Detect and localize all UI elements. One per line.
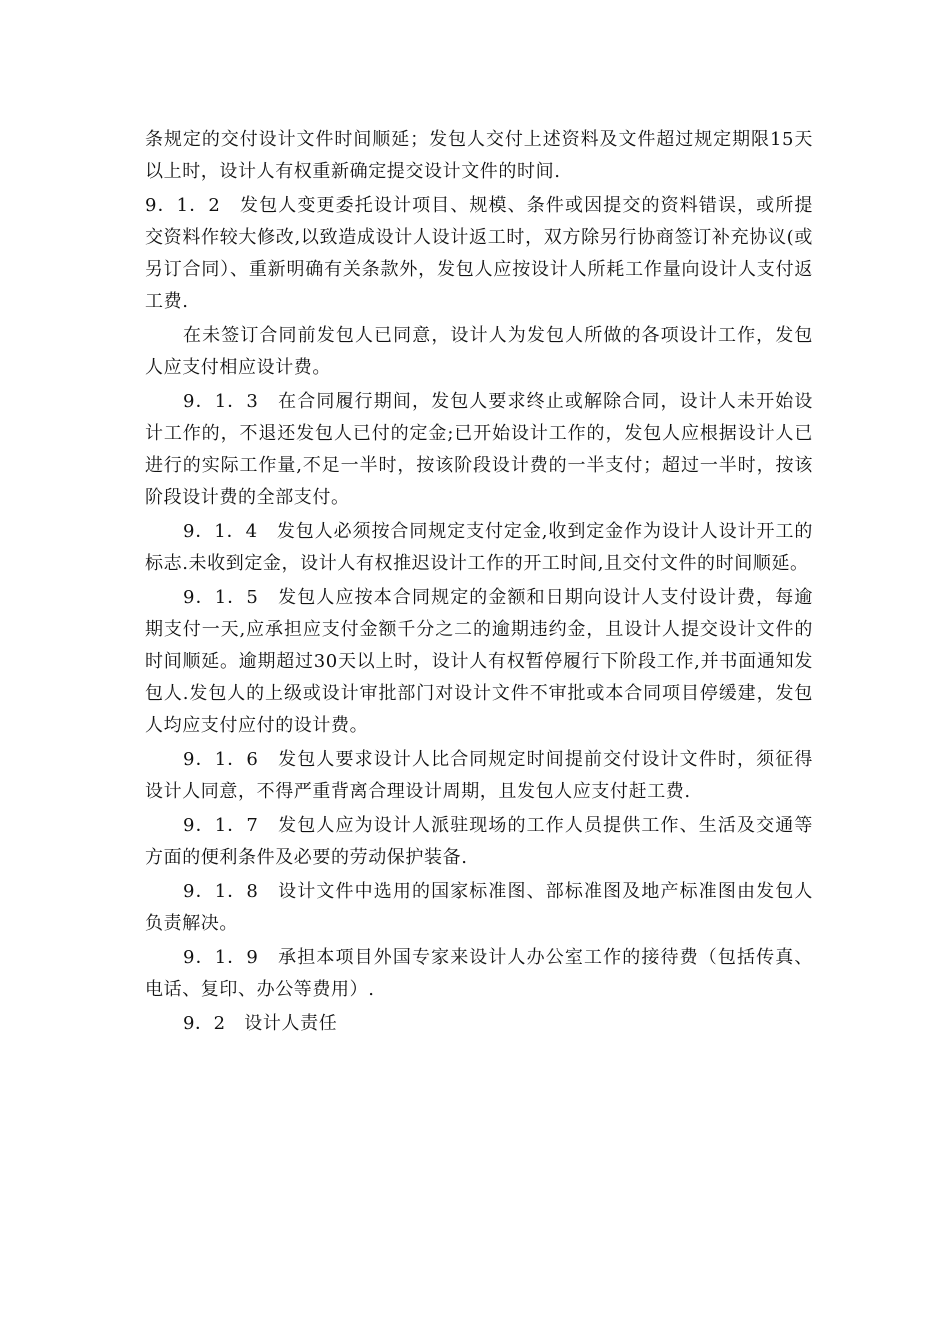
clause-9-1-5: 9．1．5 发包人应按本合同规定的金额和日期向设计人支付设计费，每逾期支付一天,应承担应支付金额千分之二的逾期违约金，且设计人提交设计文件的时间顺延。逾期超过30天以上时，设计人有权暂停履行下阶段工作,并书面通知发包人.发包人的上级或设计审批部门对设计文件不审批或本合同项目停缓建，发包人均应支付应付的设计费。	[145, 587, 813, 736]
paragraph-precontract-fee: 在未签订合同前发包人已同意，设计人为发包人所做的各项设计工作，发包人应支付相应设计费。	[145, 325, 813, 378]
section-heading-9-2: 9．2 设计人责任	[183, 1013, 338, 1034]
clause-9-1-3: 9．1．3 在合同履行期间，发包人要求终止或解除合同，设计人未开始设计工作的，不退还发包人已付的定金;已开始设计工作的，发包人应根据设计人已进行的实际工作量,不足一半时，按该阶段设计费的一半支付；超过一半时，按该阶段设计费的全部支付。	[145, 391, 813, 508]
paragraph-continuation: 条规定的交付设计文件时间顺延；发包人交付上述资料及文件超过规定期限15天以上时，设计人有权重新确定提交设计文件的时间.	[145, 129, 813, 182]
clause-9-1-8: 9．1．8 设计文件中选用的国家标准图、部标准图及地产标准图由发包人负责解决。	[145, 881, 813, 934]
clause-9-1-2: 9．1．2 发包人变更委托设计项目、规模、条件或因提交的资料错误，或所提交资料作较大修改,以致造成设计人设计返工时，双方除另行协商签订补充协议(或另订合同）、重新明确有关条款外，发包人应按设计人所耗工作量向设计人支付返工费.	[145, 195, 813, 312]
clause-9-1-4: 9．1．4 发包人必须按合同规定支付定金,收到定金作为设计人设计开工的标志.未收到定金，设计人有权推迟设计工作的开工时间,且交付文件的时间顺延。	[145, 521, 813, 574]
clause-9-1-7: 9．1．7 发包人应为设计人派驻现场的工作人员提供工作、生活及交通等方面的便利条件及必要的劳动保护装备.	[145, 815, 813, 868]
clause-9-1-6: 9．1．6 发包人要求设计人比合同规定时间提前交付设计文件时，须征得设计人同意，不得严重背离合理设计周期，且发包人应支付赶工费.	[145, 749, 813, 802]
document-page	[145, 124, 813, 1040]
clause-9-1-9: 9．1．9 承担本项目外国专家来设计人办公室工作的接待费（包括传真、电话、复印、办公等费用）.	[145, 947, 813, 1000]
